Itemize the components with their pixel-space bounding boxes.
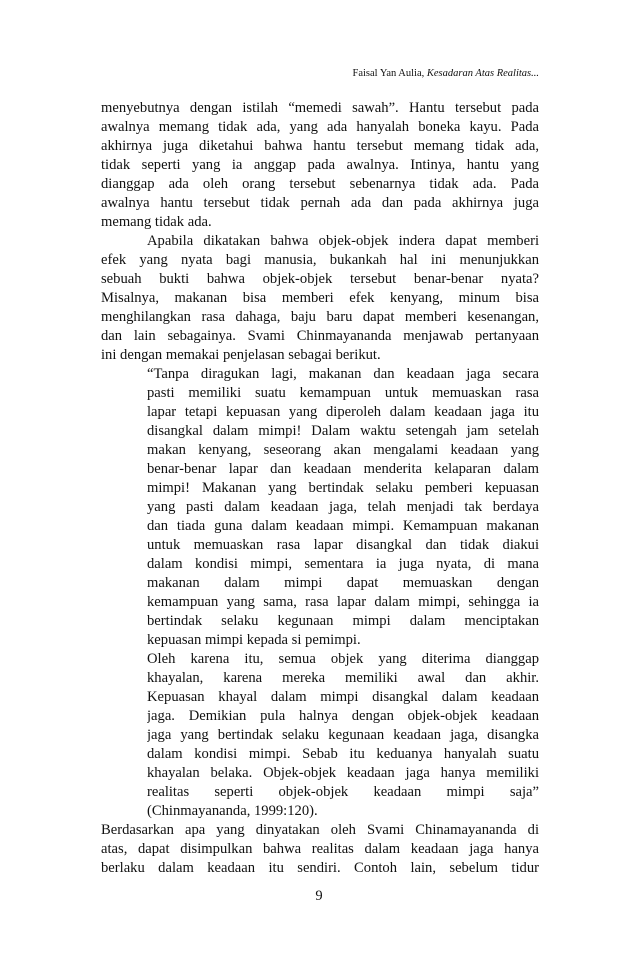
quote-line: realitas seperti objek-objek keadaan mimpi saja” — [147, 784, 539, 800]
text-line: menyebutnya dengan istilah “memedi sawah”. Hantu tersebut pada — [101, 100, 539, 116]
quote-line: dalam kondisi mimpi, sementara ia juga nyata, di mana — [147, 556, 539, 572]
paragraph-kesimpulan — [101, 821, 539, 878]
quote-line: disangkal dalam mimpi! Dalam waktu setengah jam setelah — [147, 423, 539, 439]
text-line: atas, dapat disimpulkan bahwa realitas dalam keadaan jaga hanya — [101, 841, 539, 857]
page-number: 9 — [315, 888, 323, 904]
quote-line: yang pasti dalam keadaan jaga, telah menjadi tak berdaya — [147, 499, 539, 515]
quote-line: lapar tetapi kepuasan yang diperoleh dalam keadaan jaga itu — [147, 404, 539, 420]
block-quote-chinmayananda — [101, 365, 539, 821]
text-line: memang tidak ada. — [101, 214, 212, 230]
text-line: menghilangkan rasa dahaga, baju baru dapat memberi kesenangan, — [101, 309, 539, 325]
quote-citation: (Chinmayananda, 1999:120). — [147, 803, 318, 819]
quote-line: dalam kondisi mimpi. Sebab itu keduanya hanyalah suatu — [147, 746, 539, 762]
text-line: efek yang nyata bagi manusia, bukankah hal ini menunjukkan — [101, 252, 539, 268]
quote-line: khayalan, karena mereka memiliki awal dan akhir. — [147, 670, 539, 686]
quote-line: mimpi! Makanan yang bertindak selaku pemberi kepuasan — [147, 480, 539, 496]
header-book-title: Kesadaran Atas Realitas... — [426, 68, 539, 79]
quote-line: dan tiada guna dalam keadaan mimpi. Kemampuan makanan — [147, 518, 539, 534]
paragraph-memedi-sawah — [101, 99, 539, 232]
text-line: Misalnya, makanan bisa memberi efek kenyang, minum bisa — [101, 290, 539, 306]
text-line: dianggap ada oleh orang tersebut sebenarnya tidak ada. Pada — [101, 176, 539, 192]
text-line: akhirnya juga diketahui bahwa hantu tersebut memang tidak ada, — [101, 138, 539, 154]
quote-line: Kepuasan khayal dalam mimpi disangkal dalam keadaan — [147, 689, 539, 705]
header-author: Faisal Yan Aulia, — [352, 68, 425, 79]
quote-line: makan kenyang, seseorang akan mengalami keadaan yang — [147, 442, 539, 458]
quote-line: jaga yang bertindak selaku kegunaan keadaan jaga, disangka — [147, 727, 539, 743]
text-line: tidak seperti yang ia anggap pada awalnya. Intinya, hantu yang — [101, 157, 539, 173]
quote-line: khayalan belaka. Objek-objek keadaan jaga hanya memiliki — [147, 765, 539, 781]
quote-line: jaga. Demikian pula halnya dengan objek-objek keadaan — [147, 708, 539, 724]
quote-line: kemampuan yang sama, rasa lapar dalam mimpi, sehingga ia — [147, 594, 539, 610]
quote-line: makanan dalam mimpi dapat memuaskan dengan — [147, 575, 539, 591]
text-line: Apabila dikatakan bahwa objek-objek indera dapat memberi — [147, 233, 539, 249]
text-line: sebuah bukti bahwa objek-objek tersebut benar-benar nyata? — [101, 271, 539, 287]
text-line: berlaku dalam keadaan itu sendiri. Contoh lain, sebelum tidur — [101, 860, 539, 876]
quote-line: bertindak selaku kegunaan mimpi dalam menciptakan — [147, 613, 539, 629]
text-line: awalnya memang tidak ada, yang ada hanyalah boneka kayu. Pada — [101, 119, 539, 135]
quote-line: Oleh karena itu, semua objek yang diterima dianggap — [147, 651, 539, 667]
quote-line: untuk memuaskan rasa lapar disangkal dan tidak diakui — [147, 537, 539, 553]
text-line: dan lain sebagainya. Svami Chinmayananda menjawab pertanyaan — [101, 328, 539, 344]
running-header — [353, 68, 540, 79]
text-line: ini dengan memakai penjelasan sebagai berikut. — [101, 347, 381, 363]
quote-line: “Tanpa diragukan lagi, makanan dan keadaan jaga secara — [147, 366, 539, 382]
text-line: Berdasarkan apa yang dinyatakan oleh Svami Chinamayananda di — [101, 822, 539, 838]
paragraph-objek-indera — [101, 232, 539, 365]
page-body — [101, 99, 539, 878]
quote-line: benar-benar lapar dan keadaan menderita kelaparan dalam — [147, 461, 539, 477]
quote-line: kepuasan mimpi kepada si pemimpi. — [147, 632, 361, 648]
quote-line: pasti memiliki suatu kemampuan untuk memuaskan rasa — [147, 385, 539, 401]
text-line: awalnya hantu tersebut tidak pernah ada dan pada akhirnya juga — [101, 195, 539, 211]
